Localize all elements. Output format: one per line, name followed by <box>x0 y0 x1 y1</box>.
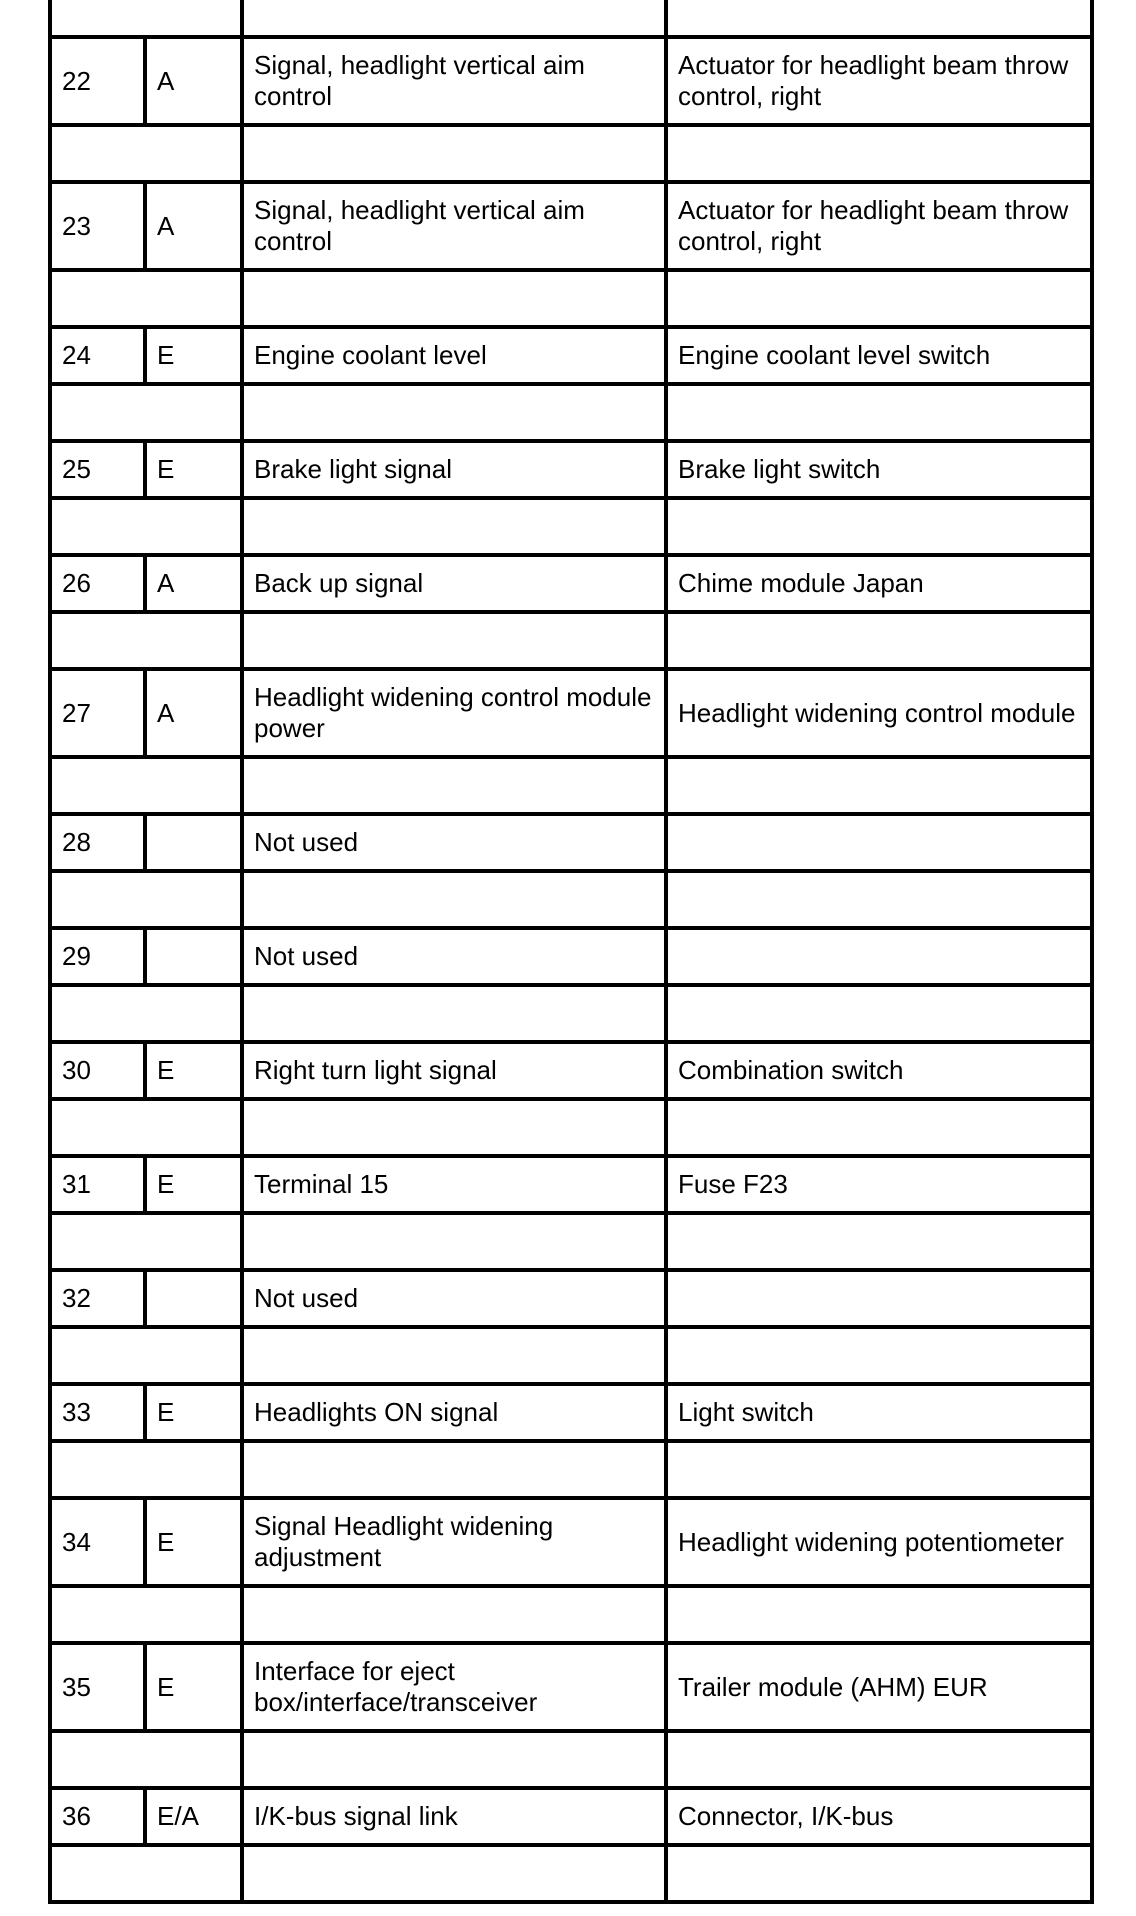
spacer-cell <box>666 1099 1092 1156</box>
signal-description-cell: Back up signal <box>242 555 666 612</box>
spacer-cell <box>242 1845 666 1902</box>
io-type-cell: A <box>145 182 242 270</box>
pin-number-cell: 28 <box>50 814 145 871</box>
io-type-cell: E <box>145 1498 242 1586</box>
spacer-cell <box>50 0 242 37</box>
connection-cell <box>666 1270 1092 1327</box>
pin-number-cell: 34 <box>50 1498 145 1586</box>
signal-description-cell: Brake light signal <box>242 441 666 498</box>
connection-cell: Combination switch <box>666 1042 1092 1099</box>
io-type-cell: E <box>145 1643 242 1731</box>
spacer-cell <box>242 757 666 814</box>
spacer-cell <box>50 125 242 182</box>
io-type-cell: E <box>145 327 242 384</box>
spacer-cell <box>242 1213 666 1270</box>
spacer-cell <box>50 1213 242 1270</box>
pin-number-cell: 24 <box>50 327 145 384</box>
connection-cell: Headlight widening potentiometer <box>666 1498 1092 1586</box>
pin-number-cell: 23 <box>50 182 145 270</box>
spacer-cell <box>50 1327 242 1384</box>
signal-description-cell: Terminal 15 <box>242 1156 666 1213</box>
pin-table-body <box>50 0 1092 1902</box>
spacer-cell <box>666 125 1092 182</box>
spacer-cell <box>50 1845 242 1902</box>
spacer-cell <box>50 1731 242 1788</box>
spacer-row <box>50 498 1092 555</box>
spacer-row <box>50 1441 1092 1498</box>
spacer-cell <box>666 270 1092 327</box>
connection-cell: Actuator for headlight beam throw control, right <box>666 37 1092 125</box>
pin-row <box>50 1384 1092 1441</box>
spacer-cell <box>50 498 242 555</box>
spacer-cell <box>666 384 1092 441</box>
spacer-cell <box>242 612 666 669</box>
spacer-cell <box>50 384 242 441</box>
connection-cell <box>666 814 1092 871</box>
pin-row <box>50 441 1092 498</box>
spacer-cell <box>666 1731 1092 1788</box>
io-type-cell: E <box>145 1156 242 1213</box>
spacer-cell <box>666 985 1092 1042</box>
signal-description-cell: Signal Headlight widening adjustment <box>242 1498 666 1586</box>
spacer-cell <box>666 0 1092 37</box>
spacer-row <box>50 1845 1092 1902</box>
io-type-cell: A <box>145 669 242 757</box>
connection-cell: Trailer module (AHM) EUR <box>666 1643 1092 1731</box>
pin-assignment-sheet <box>48 0 1090 1904</box>
spacer-cell <box>50 270 242 327</box>
spacer-cell <box>666 871 1092 928</box>
io-type-cell: A <box>145 555 242 612</box>
spacer-row <box>50 0 1092 37</box>
io-type-cell: E <box>145 1042 242 1099</box>
spacer-cell <box>666 1441 1092 1498</box>
pin-number-cell: 22 <box>50 37 145 125</box>
signal-description-cell: I/K-bus signal link <box>242 1788 666 1845</box>
spacer-cell <box>242 1586 666 1643</box>
spacer-row <box>50 757 1092 814</box>
io-type-cell <box>145 1270 242 1327</box>
spacer-row <box>50 1099 1092 1156</box>
connection-cell: Brake light switch <box>666 441 1092 498</box>
spacer-row <box>50 871 1092 928</box>
pin-row <box>50 1156 1092 1213</box>
spacer-cell <box>242 384 666 441</box>
spacer-cell <box>242 1441 666 1498</box>
pin-row <box>50 327 1092 384</box>
pin-row <box>50 1270 1092 1327</box>
connection-cell: Chime module Japan <box>666 555 1092 612</box>
pin-number-cell: 35 <box>50 1643 145 1731</box>
pin-row <box>50 1643 1092 1731</box>
pin-number-cell: 26 <box>50 555 145 612</box>
spacer-cell <box>666 498 1092 555</box>
connection-cell: Light switch <box>666 1384 1092 1441</box>
signal-description-cell: Signal, headlight vertical aim control <box>242 182 666 270</box>
spacer-cell <box>666 1213 1092 1270</box>
spacer-cell <box>666 1845 1092 1902</box>
io-type-cell: A <box>145 37 242 125</box>
pin-row <box>50 37 1092 125</box>
spacer-cell <box>242 871 666 928</box>
pin-number-cell: 29 <box>50 928 145 985</box>
spacer-cell <box>50 985 242 1042</box>
signal-description-cell: Right turn light signal <box>242 1042 666 1099</box>
spacer-cell <box>242 1099 666 1156</box>
signal-description-cell: Headlight widening control module power <box>242 669 666 757</box>
io-type-cell: E <box>145 1384 242 1441</box>
spacer-cell <box>242 1327 666 1384</box>
pin-number-cell: 32 <box>50 1270 145 1327</box>
pin-number-cell: 27 <box>50 669 145 757</box>
signal-description-cell: Not used <box>242 814 666 871</box>
spacer-cell <box>666 1586 1092 1643</box>
pin-number-cell: 30 <box>50 1042 145 1099</box>
pin-row <box>50 1788 1092 1845</box>
connection-cell: Engine coolant level switch <box>666 327 1092 384</box>
spacer-cell <box>666 757 1092 814</box>
spacer-cell <box>50 612 242 669</box>
spacer-cell <box>50 1441 242 1498</box>
spacer-row <box>50 384 1092 441</box>
pin-row <box>50 555 1092 612</box>
io-type-cell <box>145 928 242 985</box>
pin-row <box>50 814 1092 871</box>
spacer-cell <box>242 270 666 327</box>
spacer-cell <box>50 1099 242 1156</box>
spacer-cell <box>50 757 242 814</box>
io-type-cell <box>145 814 242 871</box>
pin-row <box>50 1498 1092 1586</box>
signal-description-cell: Engine coolant level <box>242 327 666 384</box>
connection-cell: Headlight widening control module <box>666 669 1092 757</box>
spacer-row <box>50 1327 1092 1384</box>
pin-assignment-table <box>48 0 1094 1904</box>
signal-description-cell: Not used <box>242 928 666 985</box>
spacer-cell <box>242 1731 666 1788</box>
pin-number-cell: 31 <box>50 1156 145 1213</box>
io-type-cell: E/A <box>145 1788 242 1845</box>
pin-row <box>50 1042 1092 1099</box>
pin-number-cell: 36 <box>50 1788 145 1845</box>
signal-description-cell: Signal, headlight vertical aim control <box>242 37 666 125</box>
signal-description-cell: Interface for eject box/interface/transceiver <box>242 1643 666 1731</box>
spacer-cell <box>50 1586 242 1643</box>
io-type-cell: E <box>145 441 242 498</box>
spacer-cell <box>50 871 242 928</box>
spacer-row <box>50 985 1092 1042</box>
spacer-cell <box>242 125 666 182</box>
pin-row <box>50 182 1092 270</box>
spacer-cell <box>666 612 1092 669</box>
spacer-cell <box>242 498 666 555</box>
spacer-cell <box>666 1327 1092 1384</box>
connection-cell: Fuse F23 <box>666 1156 1092 1213</box>
connection-cell <box>666 928 1092 985</box>
pin-row <box>50 669 1092 757</box>
spacer-row <box>50 270 1092 327</box>
connection-cell: Connector, I/K-bus <box>666 1788 1092 1845</box>
signal-description-cell: Not used <box>242 1270 666 1327</box>
pin-number-cell: 25 <box>50 441 145 498</box>
spacer-row <box>50 1731 1092 1788</box>
spacer-row <box>50 1586 1092 1643</box>
pin-row <box>50 928 1092 985</box>
spacer-cell <box>242 985 666 1042</box>
spacer-cell <box>242 0 666 37</box>
pin-number-cell: 33 <box>50 1384 145 1441</box>
spacer-row <box>50 125 1092 182</box>
signal-description-cell: Headlights ON signal <box>242 1384 666 1441</box>
spacer-row <box>50 1213 1092 1270</box>
spacer-row <box>50 612 1092 669</box>
connection-cell: Actuator for headlight beam throw control, right <box>666 182 1092 270</box>
